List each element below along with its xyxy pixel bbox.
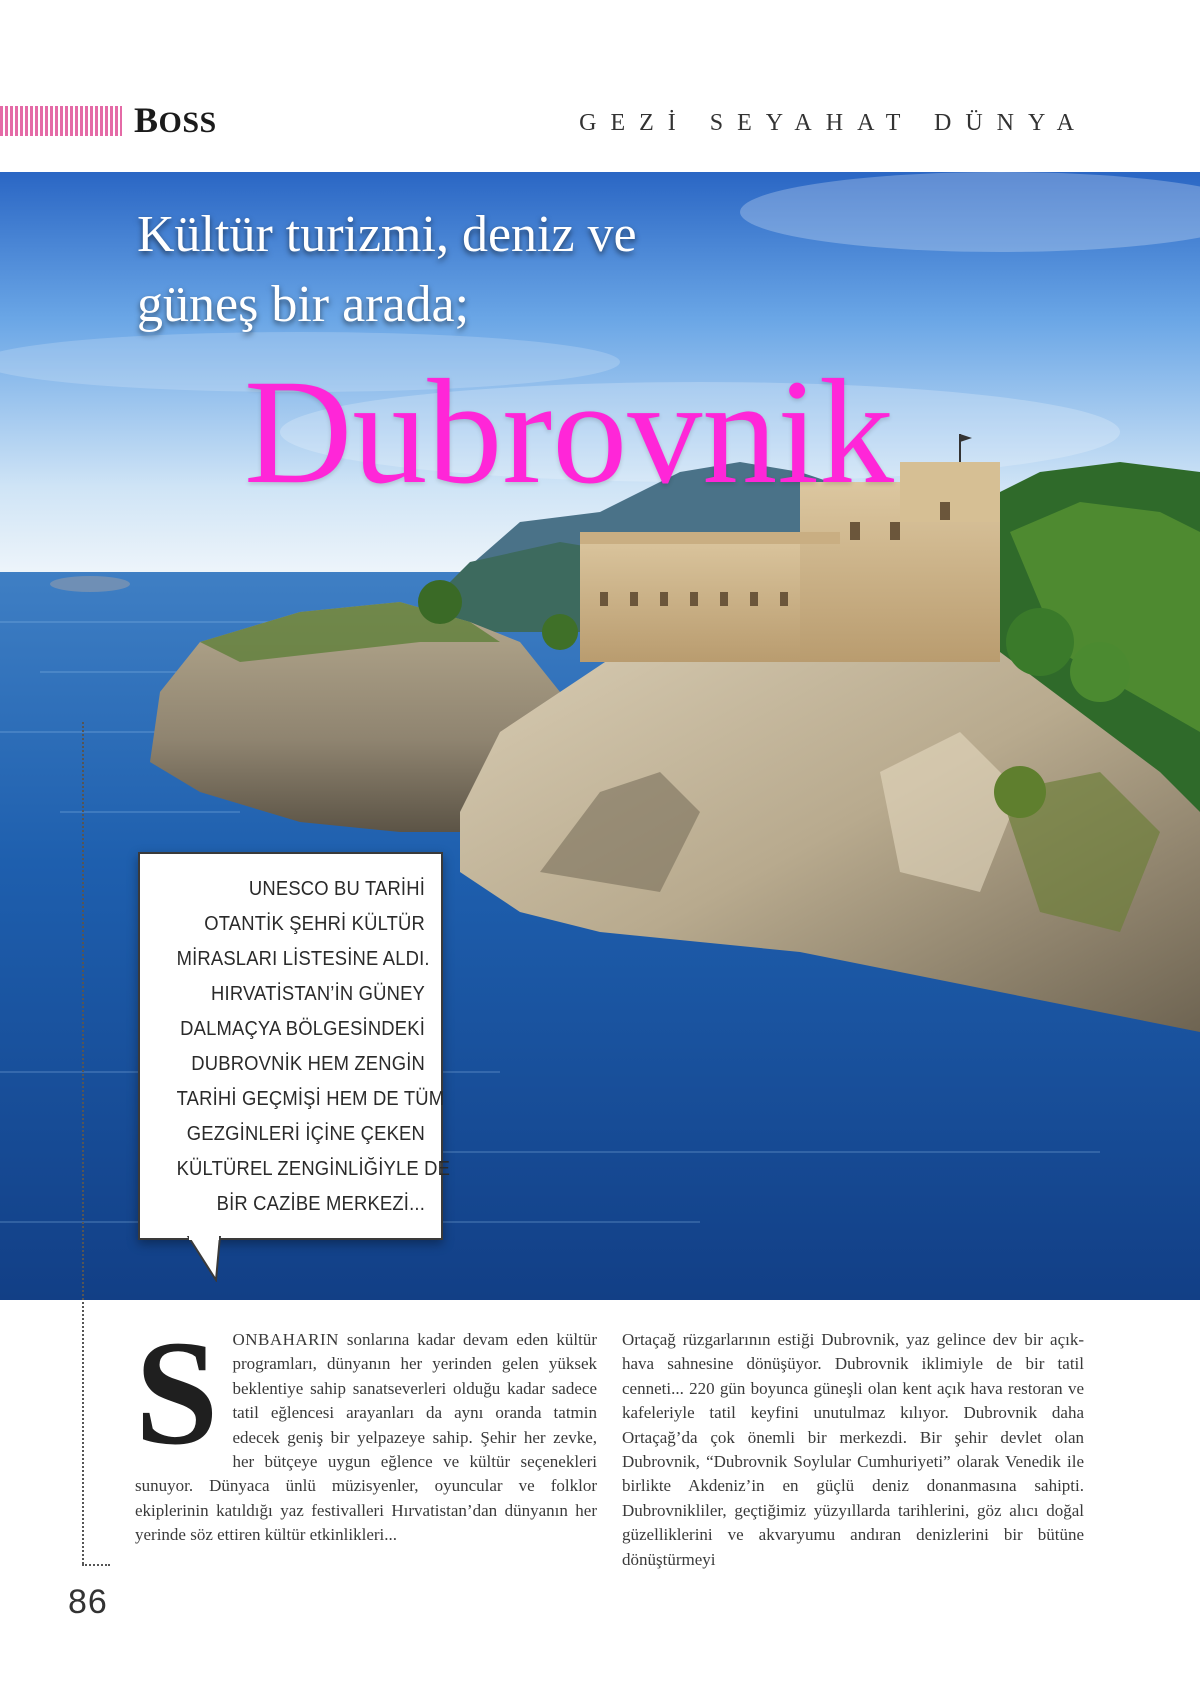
pull-quote-text <box>176 872 451 1222</box>
logo-initial: B <box>134 100 159 140</box>
article-first-words: ONBAHARIN <box>232 1330 339 1349</box>
dotted-rule-horizontal <box>82 1564 110 1566</box>
pull-quote-line: OTANTİK ŞEHRİ KÜLTÜR <box>204 913 425 935</box>
article-right-text: Ortaçağ rüzgarlarının estiği Dubrovnik, yaz gelince dev bir açık-hava sahnesine dönüşüyor. Dubrovnik iklimiyle de bir tatil cenneti... 220 gün boyunca güneşli olan kent açık hava restoran ve kafeleriyle tatil keyfini unutulmaz kılıyor. Dubrovnik daha Ortaçağ’da çok önemli bir merkezdi. Bir şehir devlet olan Dubrovnik, “Dubrovnik Soylular Cumhuriyeti” olarak Venedik ile birlikte Akdeniz’in en güçlü deniz donanmasına sahipti. Dubrovnikliler, geçtiğimiz yüzyıllarda tarihlerini, göz alıcı doğal güzelliklerini ve akvaryumu andıran denizlerini bir bütüne dönüştürmeyi <box>622 1330 1084 1569</box>
headline-line-1: Kültür turizmi, deniz ve <box>137 206 637 263</box>
decorative-stripes <box>0 106 122 136</box>
article-left-text: sonlarına kadar devam eden kültür programları, dünyanın her yerinden gelen yüksek beklentiye sahip sanatseverleri olduğu kadar sadece tatil eğlencesi arayanları da aynı oranda tatmin edecek geniş bir yelpazeye sahip. Şehir her zevke, her bütçeye uygun eğlence ve kültür seçenekleri sunuyor. Dünyaca ünlü müzisyenler, oyuncular ve folklor ekiplerinin katıldığı yaz festivalleri Hırvatistan’dan dünyanın her yerinde söz ettiren kültür etkinlikleri... <box>135 1330 597 1545</box>
pull-quote-line: HIRVATİSTAN’İN GÜNEY <box>211 983 425 1005</box>
pull-quote-line: DALMAÇYA BÖLGESİNDEKİ <box>180 1018 425 1040</box>
page-number: 86 <box>68 1583 108 1621</box>
dotted-rule-vertical <box>82 722 84 1564</box>
pull-quote-tail <box>186 1236 222 1282</box>
pull-quote-line: GEZGİNLERİ İÇİNE ÇEKEN <box>186 1123 425 1145</box>
pull-quote-line: DUBROVNİK HEM ZENGİN <box>191 1053 425 1075</box>
drop-cap: S <box>135 1310 219 1476</box>
pull-quote-line: KÜLTÜREL ZENGİNLİĞİYLE DE <box>176 1158 451 1180</box>
city-title: Dubrovnik <box>244 349 894 515</box>
pull-quote-line: TARİHİ GEÇMİŞİ HEM DE TÜM <box>176 1088 445 1110</box>
logo-rest: OSS <box>158 106 217 139</box>
article-column-right <box>622 1328 1084 1572</box>
pull-quote-line: UNESCO BU TARİHİ <box>248 878 425 900</box>
headline <box>137 200 637 340</box>
magazine-logo <box>134 100 217 143</box>
pull-quote-line: MİRASLARI LİSTESİNE ALDI. <box>176 948 430 970</box>
article-column-left <box>135 1310 597 1548</box>
section-label: GEZİ SEYAHAT DÜNYA <box>579 110 1088 136</box>
pull-quote-box <box>138 852 451 1240</box>
pull-quote-line: BİR CAZİBE MERKEZİ... <box>216 1193 425 1215</box>
headline-line-2: güneş bir arada; <box>137 276 470 333</box>
